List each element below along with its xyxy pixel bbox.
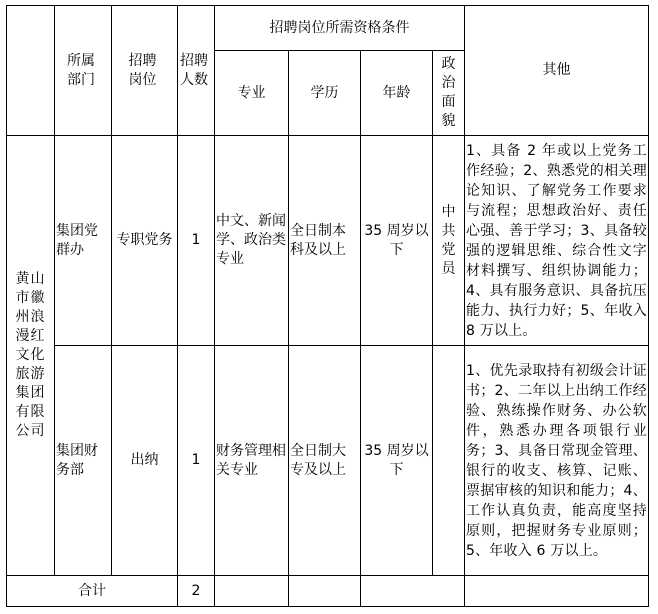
header-company xyxy=(7,6,55,136)
total-education-empty xyxy=(289,576,361,607)
total-label: 合计 xyxy=(7,576,178,607)
header-age: 年龄 xyxy=(361,51,433,136)
cell-education: 全日制大专及以上 xyxy=(289,346,361,576)
header-position-label: 招聘岗位 xyxy=(128,52,157,88)
cell-political-status xyxy=(433,346,465,576)
header-other: 其他 xyxy=(465,6,649,136)
total-other-empty xyxy=(465,576,649,607)
cell-position: 出纳 xyxy=(112,346,178,576)
cell-education: 全日制本科及以上 xyxy=(289,136,361,346)
total-age-political-empty xyxy=(361,576,465,607)
recruitment-table xyxy=(6,5,649,607)
cell-position: 专职党务 xyxy=(112,136,178,346)
cell-department: 集团党群办 xyxy=(55,136,112,346)
total-headcount: 2 xyxy=(178,576,215,607)
total-row xyxy=(7,576,649,607)
table-row xyxy=(7,136,649,346)
political-status-value: 中共党员 xyxy=(441,203,456,277)
header-department-label: 所属部门 xyxy=(67,52,95,88)
header-requirements-group: 招聘岗位所需资格条件 xyxy=(215,6,465,51)
table-row xyxy=(7,346,649,576)
company-cell xyxy=(7,136,55,576)
company-name: 黄山市徽州浪漫红文化旅游集团有限公司 xyxy=(15,271,46,439)
header-political-status-label: 政治面貌 xyxy=(441,56,456,129)
cell-political-status xyxy=(433,136,465,346)
header-headcount xyxy=(178,6,215,136)
cell-headcount: 1 xyxy=(178,136,215,346)
cell-age: 35 周岁以下 xyxy=(361,136,433,346)
header-department xyxy=(55,6,112,136)
header-headcount-label: 招聘人数 xyxy=(180,52,208,88)
total-major-empty xyxy=(215,576,289,607)
header-political-status xyxy=(433,51,465,136)
cell-headcount: 1 xyxy=(178,346,215,576)
header-position xyxy=(112,6,178,136)
header-major: 专业 xyxy=(215,51,289,136)
cell-other: 1、具备 2 年或以上党务工作经验；2、熟悉党的相关理论知识、了解党务工作要求与流程；思想政治好、责任心强、善于学习；3、具备较强的逻辑思维、综合性文字材料撰写、组织协调能力；4、具有服务意识、具备抗压能力、执行力好；5、年收入 8 万以上。 xyxy=(465,136,649,346)
cell-age: 35 周岁以下 xyxy=(361,346,433,576)
header-education: 学历 xyxy=(289,51,361,136)
cell-major: 中文、新闻学、政治类专业 xyxy=(215,136,289,346)
cell-department: 集团财务部 xyxy=(55,346,112,576)
header-row-top xyxy=(7,6,649,51)
cell-other: 1、优先录取持有初级会计证书；2、二年以上出纳工作经验、熟练操作财务、办公软件，熟悉办理各项银行业务；3、具备日常现金管理、银行的收支、核算、记账、票据审核的知识和能力；4、工作认真负责，能高度坚持原则，把握财务专业原则；5、年收入 6 万以上。 xyxy=(465,346,649,576)
cell-major: 财务管理相关专业 xyxy=(215,346,289,576)
